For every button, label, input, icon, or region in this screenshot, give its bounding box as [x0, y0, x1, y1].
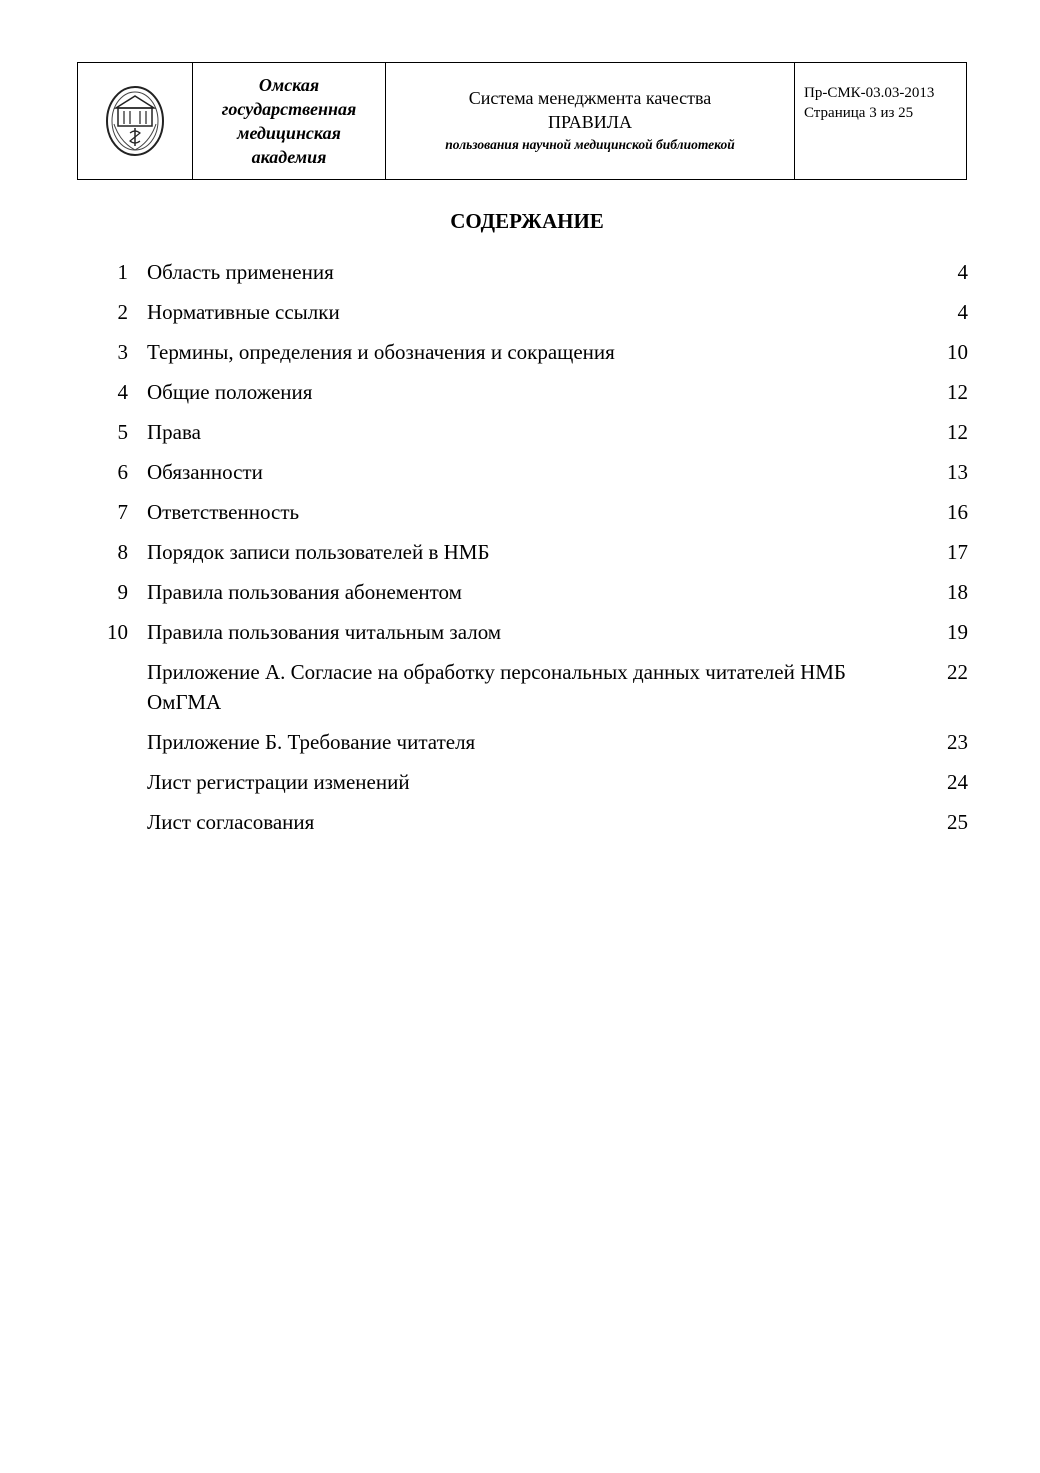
toc-entry-page: 12: [947, 380, 968, 404]
org-name-line: государственная: [221, 99, 357, 119]
toc-entry-page: 23: [947, 730, 968, 754]
toc-entry-number: 4: [117, 380, 128, 404]
toc-entry-title: Термины, определения и обозначения и сокращения: [147, 340, 615, 364]
system-cell: [386, 63, 795, 180]
toc-entry-page: 4: [957, 300, 968, 324]
logo-cell: [78, 63, 193, 180]
toc-entry: [100, 297, 968, 327]
toc-entry-page: 17: [947, 540, 968, 564]
toc-entry-title: Лист согласования: [147, 810, 315, 834]
toc-entry: [100, 767, 968, 797]
toc-entry: [100, 377, 968, 407]
toc-entry-title: Приложение А. Согласие на обработку персональных данных читателей НМБ ОмГМА: [147, 660, 846, 714]
organization-cell: [193, 63, 386, 180]
toc-entry: [100, 257, 968, 287]
toc-entry-title: Правила пользования читальным залом: [147, 620, 502, 644]
toc-entry-title: Порядок записи пользователей в НМБ: [147, 540, 490, 564]
toc-entry: [100, 457, 968, 487]
toc-entry-page: 10: [947, 340, 968, 364]
toc-entry: [100, 617, 968, 647]
toc-title: СОДЕРЖАНИЕ: [450, 209, 604, 233]
toc-entry: [100, 417, 968, 447]
toc-entry: [100, 727, 968, 757]
toc-entry-title: Ответственность: [147, 500, 300, 524]
toc-entry-number: 1: [117, 260, 128, 284]
toc-entry: [100, 497, 968, 527]
doc-type: ПРАВИЛА: [548, 112, 632, 132]
toc-entry: [100, 337, 968, 367]
toc-entry-page: 25: [947, 810, 968, 834]
toc-entry-page: 13: [947, 460, 968, 484]
toc-entry: [100, 537, 968, 567]
toc-entry-title: Общие положения: [147, 380, 313, 404]
toc-entry-number: 7: [117, 500, 128, 524]
toc-entry-title: Приложение Б. Требование читателя: [147, 730, 476, 754]
toc-entry-page: 12: [947, 420, 968, 444]
toc-entry-page: 24: [947, 770, 968, 794]
org-name-line: академия: [251, 147, 327, 167]
toc-entry-title: Обязанности: [147, 460, 263, 484]
toc-entry-page: 4: [957, 260, 968, 284]
toc-entry-title: Права: [147, 420, 201, 444]
toc-entry-page: 18: [947, 580, 968, 604]
academy-seal-icon: [78, 84, 192, 158]
document-header: [77, 62, 967, 180]
toc-entry-title: Нормативные ссылки: [147, 300, 340, 324]
toc-entry-number: 3: [117, 340, 128, 364]
table-of-contents: [100, 257, 968, 847]
doc-code: Пр-СМК-03.03-2013: [804, 85, 935, 101]
toc-entry-title: Лист регистрации изменений: [147, 770, 410, 794]
system-title: Система менеджмента качества: [468, 88, 712, 108]
toc-entry-number: 8: [117, 540, 128, 564]
toc-entry-number: 2: [117, 300, 128, 324]
toc-entry-page: 22: [947, 660, 968, 684]
toc-entry-number: 6: [117, 460, 128, 484]
toc-entry-page: 16: [947, 500, 968, 524]
toc-entry-title: Область применения: [147, 260, 334, 284]
toc-entry: [100, 657, 968, 717]
toc-entry-number: 10: [107, 620, 128, 644]
toc-entry-number: 5: [117, 420, 128, 444]
org-name-line: Омская: [258, 75, 320, 95]
toc-entry-number: 9: [117, 580, 128, 604]
org-name-line: медицинская: [237, 123, 341, 143]
toc-entry-title: Правила пользования абонементом: [147, 580, 462, 604]
toc-entry: [100, 807, 968, 837]
doc-subject: пользования научной медицинской библиотекой: [445, 137, 735, 152]
doc-info-cell: [795, 63, 967, 180]
toc-entry-page: 19: [947, 620, 968, 644]
toc-entry: [100, 577, 968, 607]
page-info: Страница 3 из 25: [804, 105, 914, 121]
